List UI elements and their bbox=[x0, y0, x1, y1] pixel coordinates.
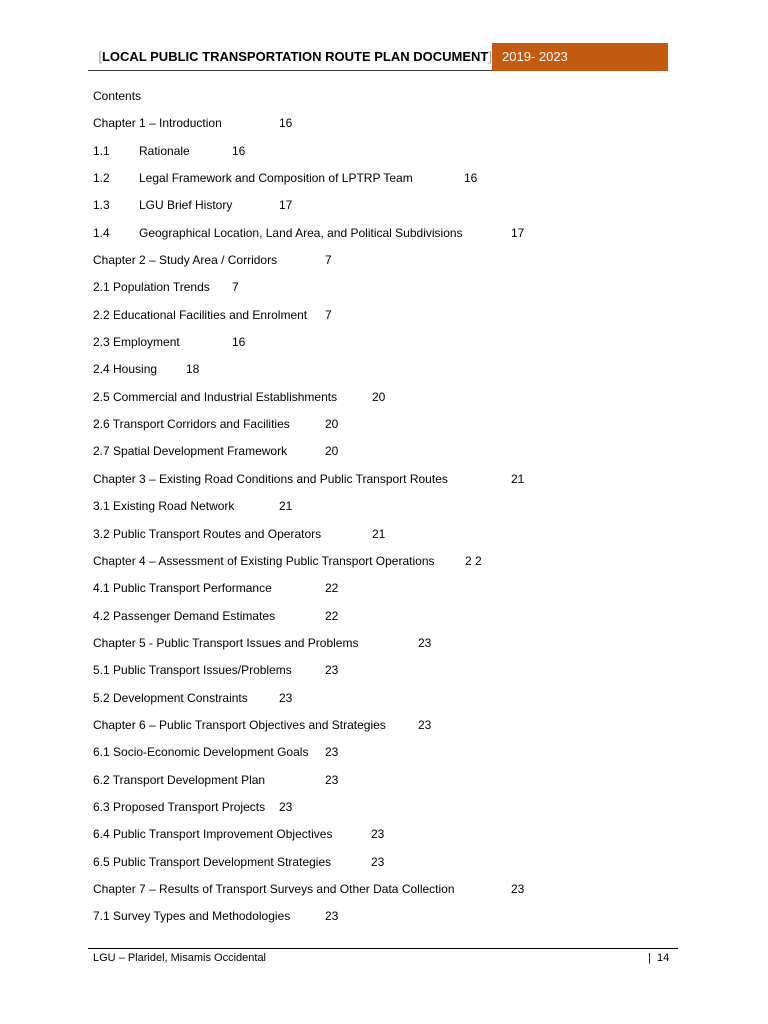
footer-page-number bbox=[648, 951, 669, 965]
toc-entry-title: 5.1 Public Transport Issues/Problems bbox=[93, 663, 292, 678]
toc-entry-title: LGU Brief History bbox=[139, 198, 233, 213]
toc-entry-page: 17 bbox=[511, 225, 525, 240]
toc-entry bbox=[93, 905, 653, 932]
toc-entry-page: 23 bbox=[279, 799, 293, 814]
toc-entry bbox=[93, 358, 653, 385]
toc-entry-title: 7.1 Survey Types and Methodologies bbox=[93, 909, 291, 924]
footer-separator: | bbox=[648, 952, 651, 964]
toc-entry bbox=[93, 577, 653, 604]
toc-entry-page: 20 bbox=[325, 444, 339, 459]
toc-entry-title: Chapter 2 – Study Area / Corridors bbox=[93, 253, 278, 268]
toc-entry-title: Chapter 6 – Public Transport Objectives and Strategies bbox=[93, 717, 386, 732]
toc-entry bbox=[93, 659, 653, 686]
toc-entry bbox=[93, 112, 653, 139]
toc-entry bbox=[93, 605, 653, 632]
toc-entry-page: 21 bbox=[279, 499, 293, 514]
footer-lgu-label: LGU – Plaridel, Misamis Occidental bbox=[93, 952, 267, 964]
toc-entry bbox=[93, 440, 653, 467]
toc-entry-page: 17 bbox=[279, 198, 293, 213]
footer-divider bbox=[88, 948, 678, 949]
toc-entry-page: 16 bbox=[279, 116, 293, 131]
year-range-badge: 2019- 2023 bbox=[492, 43, 668, 71]
toc-entry bbox=[93, 550, 653, 577]
toc-entry-title: Chapter 4 – Assessment of Existing Public Transport Operations bbox=[93, 553, 435, 568]
toc-entry-page: 23 bbox=[371, 854, 385, 869]
toc-entry bbox=[93, 194, 653, 221]
toc-entry-page: 7 bbox=[325, 253, 332, 268]
toc-entry bbox=[93, 85, 653, 112]
toc-entry bbox=[93, 878, 653, 905]
toc-entry-title: 6.2 Transport Development Plan bbox=[93, 772, 266, 787]
toc-entry-page: 2 2 bbox=[465, 553, 482, 568]
toc-entry bbox=[93, 468, 653, 495]
page-header bbox=[88, 43, 668, 71]
toc-entry bbox=[93, 140, 653, 167]
document-title-text: LOCAL PUBLIC TRANSPORTATION ROUTE PLAN DOCUMENT bbox=[101, 49, 489, 64]
toc-entry-title: 3.1 Existing Road Network bbox=[93, 499, 235, 514]
toc-entry bbox=[93, 276, 653, 303]
toc-entry-page: 16 bbox=[232, 335, 246, 350]
toc-entry-title: Chapter 5 - Public Transport Issues and Problems bbox=[93, 635, 359, 650]
toc-entry-title: Chapter 3 – Existing Road Conditions and Public Transport Routes bbox=[93, 471, 448, 486]
toc-entry bbox=[93, 769, 653, 796]
close-bracket: ] bbox=[488, 49, 492, 64]
toc-entry-title: 3.2 Public Transport Routes and Operators bbox=[93, 526, 322, 541]
toc-entry-page: 23 bbox=[325, 909, 339, 924]
document-title bbox=[88, 43, 492, 71]
toc-entry-title: 2.1 Population Trends bbox=[93, 280, 210, 295]
toc-entry-page: 23 bbox=[325, 663, 339, 678]
toc-entry-page: 23 bbox=[418, 717, 432, 732]
toc-entry bbox=[93, 331, 653, 358]
table-of-contents bbox=[93, 85, 653, 933]
toc-entry-title: Geographical Location, Land Area, and Political Subdivisions bbox=[139, 225, 463, 240]
toc-entry-page: 23 bbox=[511, 881, 525, 896]
toc-entry bbox=[93, 222, 653, 249]
toc-entry-title: Contents bbox=[93, 89, 142, 103]
toc-entry bbox=[93, 249, 653, 276]
toc-entry-page: 23 bbox=[418, 635, 432, 650]
toc-entry-page: 7 bbox=[325, 307, 332, 322]
toc-entry-number: 1.3 bbox=[93, 198, 110, 213]
toc-entry bbox=[93, 796, 653, 823]
toc-entry-page: 20 bbox=[325, 417, 339, 432]
toc-entry-title: 2.2 Educational Facilities and Enrolment bbox=[93, 307, 308, 322]
toc-entry-page: 23 bbox=[279, 690, 293, 705]
toc-entry-title: Chapter 1 – Introduction bbox=[93, 116, 222, 131]
toc-entry-title: 6.4 Public Transport Improvement Objectives bbox=[93, 827, 333, 842]
toc-entry-page: 22 bbox=[325, 581, 339, 596]
toc-entry-page: 20 bbox=[372, 389, 386, 404]
toc-entry-title: 6.3 Proposed Transport Projects bbox=[93, 799, 266, 814]
toc-entry-title: 4.2 Passenger Demand Estimates bbox=[93, 608, 276, 623]
toc-entry-title: Legal Framework and Composition of LPTRP Team bbox=[139, 171, 413, 186]
toc-entry bbox=[93, 687, 653, 714]
toc-entry-title: 6.5 Public Transport Development Strategies bbox=[93, 854, 332, 869]
toc-entry bbox=[93, 167, 653, 194]
toc-entry bbox=[93, 304, 653, 331]
toc-entry bbox=[93, 386, 653, 413]
toc-entry-page: 23 bbox=[325, 772, 339, 787]
toc-entry-page: 23 bbox=[371, 827, 385, 842]
toc-entry bbox=[93, 632, 653, 659]
toc-entry-page: 21 bbox=[372, 526, 386, 541]
open-bracket: [ bbox=[98, 49, 102, 64]
toc-entry-page: 16 bbox=[464, 171, 478, 186]
toc-entry-page: 22 bbox=[325, 608, 339, 623]
toc-entry-page: 18 bbox=[186, 362, 200, 377]
toc-entry-title: 2.7 Spatial Development Framework bbox=[93, 444, 288, 459]
toc-entry-page: 23 bbox=[325, 745, 339, 760]
toc-entry-number: 1.2 bbox=[93, 171, 110, 186]
toc-entry bbox=[93, 413, 653, 440]
toc-entry-title: Rationale bbox=[139, 143, 190, 158]
toc-entry-number: 1.1 bbox=[93, 143, 110, 158]
toc-entry-page: 16 bbox=[232, 143, 246, 158]
toc-entry bbox=[93, 495, 653, 522]
page-number: 14 bbox=[656, 952, 670, 964]
toc-entry-title: 4.1 Public Transport Performance bbox=[93, 581, 272, 596]
toc-entry bbox=[93, 741, 653, 768]
toc-entry-page: 21 bbox=[511, 471, 525, 486]
toc-entry bbox=[93, 851, 653, 878]
toc-entry-number: 1.4 bbox=[93, 225, 110, 240]
toc-entry-page: 7 bbox=[232, 280, 239, 295]
toc-entry-title: 6.1 Socio-Economic Development Goals bbox=[93, 745, 309, 760]
toc-entry bbox=[93, 714, 653, 741]
toc-entry-title: 2.3 Employment bbox=[93, 335, 180, 350]
toc-entry-title: 5.2 Development Constraints bbox=[93, 690, 248, 705]
toc-entry-title: 2.4 Housing bbox=[93, 362, 158, 377]
toc-entry bbox=[93, 823, 653, 850]
toc-entry bbox=[93, 523, 653, 550]
toc-entry-title: 2.5 Commercial and Industrial Establishments bbox=[93, 389, 338, 404]
toc-entry-title: 2.6 Transport Corridors and Facilities bbox=[93, 417, 290, 432]
toc-entry-title: Chapter 7 – Results of Transport Surveys and Other Data Collection bbox=[93, 881, 455, 896]
